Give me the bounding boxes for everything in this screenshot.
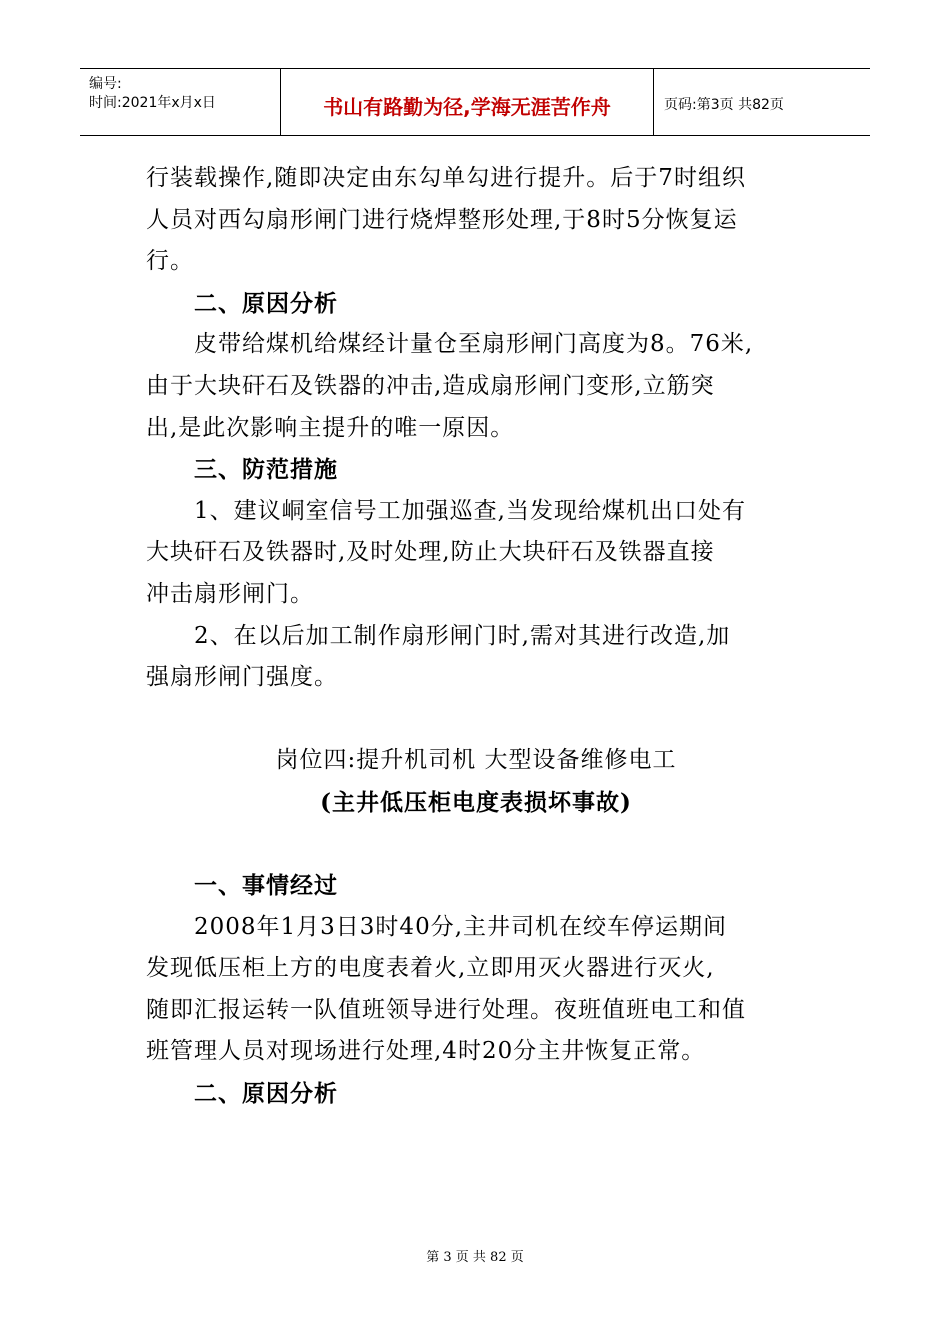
section-heading-measures: 三、防范措施 bbox=[194, 456, 338, 484]
document-body bbox=[146, 158, 806, 1115]
paragraph-line: 出,是此次影响主提升的唯一原因。 bbox=[146, 414, 515, 441]
header-page-info: 页码:第3页 共82页 bbox=[664, 97, 784, 113]
paragraph-line: 1、建议峒室信号工加强巡查,当发现给煤机出口处有 bbox=[194, 497, 746, 524]
header-motto: 书山有路勤为径,学海无涯苦作舟 bbox=[323, 94, 611, 119]
section-heading-cause-analysis-2: 二、原因分析 bbox=[194, 1080, 338, 1108]
section-heading-cause-analysis: 二、原因分析 bbox=[194, 289, 338, 317]
paragraph-line: 皮带给煤机给煤经计量仓至扇形闸门高度为8。76米, bbox=[194, 331, 754, 358]
spacer bbox=[146, 824, 806, 866]
header-meta-cell bbox=[80, 69, 281, 135]
spacer bbox=[146, 699, 806, 741]
paragraph-line: 强扇形闸门强度。 bbox=[146, 664, 338, 691]
paragraph-line: 大块矸石及铁器时,及时处理,防止大块矸石及铁器直接 bbox=[146, 539, 715, 566]
section-heading-process: 一、事情经过 bbox=[194, 872, 338, 900]
paragraph-line: 行装载操作,随即决定由东勾单勾进行提升。后于7时组织 bbox=[146, 165, 746, 191]
paragraph-line: 由于大块矸石及铁器的冲击,造成扇形闸门变形,立筋突 bbox=[146, 372, 715, 399]
paragraph-line: 冲击扇形闸门。 bbox=[146, 580, 314, 607]
page-header bbox=[80, 68, 870, 136]
paragraph-line: 2008年1月3日3时40分,主井司机在绞车停运期间 bbox=[194, 913, 728, 940]
header-motto-cell bbox=[281, 69, 654, 135]
page-footer: 第 3 页 共 82 页 bbox=[426, 1250, 524, 1265]
paragraph-line: 行。 bbox=[146, 248, 194, 275]
paragraph-line: 人员对西勾扇形闸门进行烧焊整形处理,于8时5分恢复运 bbox=[146, 206, 738, 233]
document-number-label: 编号: bbox=[89, 76, 122, 92]
paragraph-line: 班管理人员对现场进行处理,4时20分主井恢复正常。 bbox=[146, 1038, 706, 1065]
paragraph-line: 随即汇报运转一队值班领导进行处理。夜班值班电工和值 bbox=[146, 996, 746, 1023]
paragraph-line: 2、在以后加工制作扇形闸门时,需对其进行改造,加 bbox=[194, 622, 731, 649]
accident-title: (主井低压柜电度表损坏事故) bbox=[320, 788, 632, 816]
document-time-label: 时间:2021年x月x日 bbox=[89, 95, 216, 111]
paragraph-line: 发现低压柜上方的电度表着火,立即用灭火器进行灭火, bbox=[146, 955, 715, 982]
post-title: 岗位四:提升机司机 大型设备维修电工 bbox=[275, 747, 677, 774]
